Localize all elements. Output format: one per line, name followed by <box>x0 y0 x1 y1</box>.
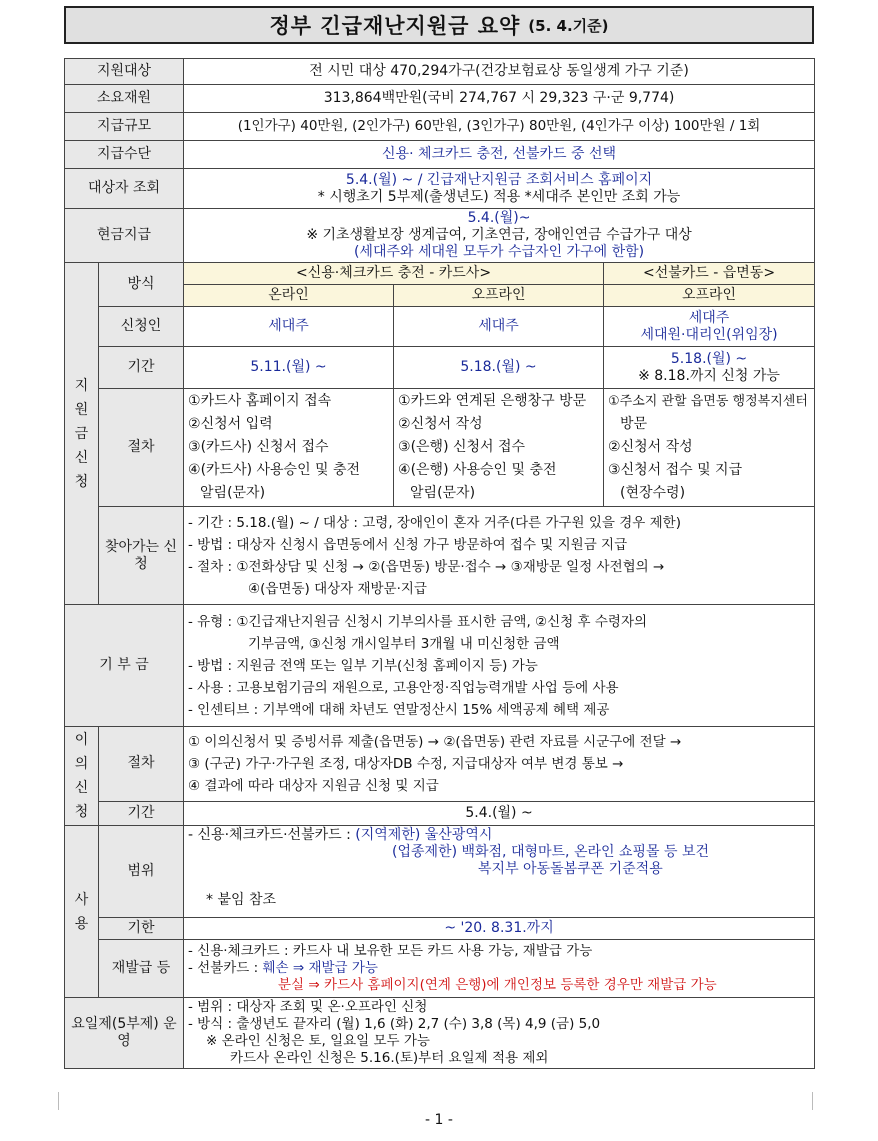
visit-line2: - 방법 : 대상자 신청시 읍면동에서 신청 가구 방문하여 접수 및 지원금 지급 <box>188 536 628 553</box>
label-target: 지원대상 <box>65 59 184 85</box>
page-title <box>64 6 814 44</box>
weekday-content <box>184 998 815 1069</box>
procedure-prepaid <box>604 389 815 507</box>
scope-prefix: - 신용·체크카드·선불카드 : <box>188 827 356 843</box>
objection-proc <box>184 727 815 802</box>
proc-prepaid-5: (현장수령) <box>620 485 686 501</box>
usage-reissue <box>184 940 815 998</box>
period-online: 5.11.(월) ~ <box>184 347 394 389</box>
visit-line1: - 기간 : 5.18.(월) ~ / 대상 : 고령, 장애인이 혼자 거주(다른 가구원 있을 경우 제한) <box>188 514 681 531</box>
row-visit <box>65 507 815 605</box>
applicant-offline: 세대주 <box>394 307 604 347</box>
corner-mark-right <box>812 1092 831 1110</box>
value-cash <box>184 209 815 263</box>
proc-prepaid-2: 방문 <box>620 416 648 432</box>
reissue-line2 <box>188 960 810 977</box>
proc-offline-5: 알림(문자) <box>410 485 476 501</box>
value-scale: (1인가구) 40만원, (2인가구) 60만원, (3인가구) 80만원, (4인가구 이상) 100만원 / 1회 <box>184 113 815 141</box>
row-budget <box>65 85 815 113</box>
donation-line1: - 유형 : ①긴급재난지원금 신청시 기부의사를 표시한 금액, ②신청 후 수령자의 <box>188 613 648 630</box>
applicant-prepaid-l1: 세대주 <box>688 309 730 326</box>
lookup-line2: * 시행초기 5부제(출생년도) 적용 *세대주 본인만 조회 가능 <box>317 188 681 205</box>
lookup-line1: 5.4.(월) ~ / 긴급재난지원금 조회서비스 홈페이지 <box>345 171 653 188</box>
row-applicant <box>65 307 815 347</box>
reissue-lost: 분실 ⇒ 카드사 홈페이지(연계 은행)에 개인정보 등록한 경우만 재발급 가능 <box>278 977 717 993</box>
cash-line1: 5.4.(월)~ <box>467 210 531 226</box>
scope-line1 <box>188 827 810 844</box>
objection-line2: ③ (구군) 가구·가구원 조정, 대상자DB 수정, 지급대상자 여부 변경 통보 → <box>188 755 624 772</box>
value-method: 신용· 체크카드 충전, 선불카드 중 선택 <box>184 141 815 169</box>
row-usage-deadline <box>65 918 815 940</box>
objection-line3: ④ 결과에 따라 대상자 지원금 신청 및 지급 <box>188 777 439 794</box>
period-prepaid-l2: ※ 8.18.까지 신청 가능 <box>638 367 780 384</box>
row-usage-reissue <box>65 940 815 998</box>
summary-table <box>64 58 815 1069</box>
title-date: (5. 4.기준) <box>528 16 609 35</box>
scope-standard: 복지부 아동돌봄쿠폰 기준적용 <box>478 861 663 877</box>
label-usage-reissue: 재발급 등 <box>99 940 184 998</box>
label-usage <box>65 826 99 998</box>
col-offline-prepaid: 오프라인 <box>604 285 815 307</box>
row-cash <box>65 209 815 263</box>
label-lookup: 대상자 조회 <box>65 169 184 209</box>
proc-online-3: ③(카드사) 신청서 접수 <box>188 439 329 455</box>
reissue-line1: - 신용·체크카드 : 카드사 내 보유한 모든 카드 사용 가능, 재발급 가능 <box>188 943 593 959</box>
donation-line3: - 방법 : 지원금 전액 또는 일부 기부(신청 홈페이지 등) 가능 <box>188 657 538 674</box>
label-visit: 찾아가는 신청 <box>99 507 184 605</box>
applicant-prepaid <box>604 307 815 347</box>
label-cash: 현금지급 <box>65 209 184 263</box>
label-apply-group <box>65 263 99 605</box>
card-header: <신용·체크카드 충전 - 카드사> <box>184 263 604 285</box>
value-lookup <box>184 169 815 209</box>
label-method: 지급수단 <box>65 141 184 169</box>
donation-content <box>184 605 815 727</box>
label-applicant: 신청인 <box>99 307 184 347</box>
label-budget: 소요재원 <box>65 85 184 113</box>
usage-deadline: ~ '20. 8.31.까지 <box>184 918 815 940</box>
applicant-online: 세대주 <box>184 307 394 347</box>
period-prepaid <box>604 347 815 389</box>
label-period: 기간 <box>99 347 184 389</box>
label-apply-method: 방식 <box>99 263 184 307</box>
label-objection-proc: 절차 <box>99 727 184 802</box>
cash-line3: (세대주와 세대원 모두가 수급자인 가구에 한함) <box>353 244 645 260</box>
donation-line4: - 사용 : 고용보험기금의 재원으로, 고용안정·직업능력개발 사업 등에 사용 <box>188 679 619 696</box>
row-objection-period <box>65 801 815 825</box>
reissue-damaged: 훼손 ⇒ 재발급 가능 <box>262 960 378 976</box>
proc-offline-1: ①카드와 연계된 은행창구 방문 <box>398 393 587 409</box>
page-number: - 1 - <box>425 1112 453 1128</box>
label-usage-scope: 범위 <box>99 826 184 918</box>
weekday-line1: - 범위 : 대상자 조회 및 온·오프라인 신청 <box>188 999 428 1015</box>
proc-offline-2: ②신청서 작성 <box>398 416 483 432</box>
col-online: 온라인 <box>184 285 394 307</box>
visit-content <box>184 507 815 605</box>
row-scale <box>65 113 815 141</box>
applicant-prepaid-l2: 세대원·대리인(위임장) <box>640 326 778 343</box>
usage-text: 사용 <box>74 891 89 932</box>
row-apply-method-header <box>65 263 815 285</box>
row-method <box>65 141 815 169</box>
row-procedure <box>65 389 815 507</box>
proc-online-4: ④(카드사) 사용승인 및 충전 <box>188 462 361 478</box>
apply-group-text: 지원금 신청 <box>74 377 89 490</box>
row-usage-scope <box>65 826 815 918</box>
label-weekday: 요일제(5부제) 운영 <box>65 998 184 1069</box>
scope-industry: (업종제한) 백화점, 대형마트, 온라인 쇼핑몰 등 보건 <box>392 844 710 860</box>
weekday-line2: - 방식 : 출생년도 끝자리 (월) 1,6 (화) 2,7 (수) 3,8 (목) 4,9 (금) 5,0 <box>188 1016 601 1032</box>
title-main: 정부 긴급재난지원금 요약 <box>269 14 521 38</box>
label-objection <box>65 727 99 826</box>
row-objection-proc <box>65 727 815 802</box>
cash-line2: ※ 기초생활보장 생계급여, 기초연금, 장애인연금 수급가구 대상 <box>306 227 692 243</box>
visit-line4: ④(읍면동) 대상자 재방문·지급 <box>248 580 427 597</box>
objection-text: 이의신청 <box>74 732 89 820</box>
value-target: 전 시민 대상 470,294가구(건강보험료상 동일생계 가구 기준) <box>184 59 815 85</box>
reissue-prepaid-prefix: - 선불카드 : <box>188 960 263 976</box>
proc-online-1: ①카드사 홈페이지 접속 <box>188 393 332 409</box>
procedure-offline <box>394 389 604 507</box>
period-prepaid-l1: 5.18.(월) ~ <box>670 350 748 367</box>
weekday-line4: 카드사 온라인 신청은 5.16.(토)부터 요일제 적용 제외 <box>230 1050 549 1066</box>
label-objection-period: 기간 <box>99 801 184 825</box>
procedure-online <box>184 389 394 507</box>
weekday-line3: ※ 온라인 신청은 토, 일요일 모두 가능 <box>206 1033 430 1049</box>
donation-line5: - 인센티브 : 기부액에 대해 차년도 연말정산시 15% 세액공제 혜택 제공 <box>188 701 610 718</box>
value-budget: 313,864백만원(국비 274,767 시 29,323 구·군 9,774) <box>184 85 815 113</box>
proc-offline-4: ④(은행) 사용승인 및 충전 <box>398 462 557 478</box>
prepaid-header: <선불카드 - 읍면동> <box>604 263 815 285</box>
row-target <box>65 59 815 85</box>
row-lookup <box>65 169 815 209</box>
label-scale: 지급규모 <box>65 113 184 141</box>
proc-offline-3: ③(은행) 신청서 접수 <box>398 439 526 455</box>
objection-period: 5.4.(월) ~ <box>184 801 815 825</box>
proc-prepaid-4: ③신청서 접수 및 지급 <box>608 462 743 478</box>
row-weekday <box>65 998 815 1069</box>
row-donation <box>65 605 815 727</box>
objection-line1: ① 이의신청서 및 증빙서류 제출(읍면동) → ②(읍면동) 관련 자료를 시군구에 전달 → <box>188 733 682 750</box>
proc-prepaid-3: ②신청서 작성 <box>608 439 693 455</box>
usage-scope <box>184 826 815 918</box>
period-offline: 5.18.(월) ~ <box>394 347 604 389</box>
label-procedure: 절차 <box>99 389 184 507</box>
col-offline: 오프라인 <box>394 285 604 307</box>
label-donation: 기 부 금 <box>65 605 184 727</box>
proc-online-2: ②신청서 입력 <box>188 416 273 432</box>
visit-line3: - 절차 : ①전화상담 및 신청 → ②(읍면동) 방문·접수 → ③재방문 일정 사전협의 → <box>188 558 665 575</box>
scope-note: * 붙임 참조 <box>206 892 277 908</box>
row-period <box>65 347 815 389</box>
corner-mark-left <box>40 1092 59 1110</box>
donation-line2: 기부금액, ③신청 개시일부터 3개월 내 미신청한 금액 <box>248 635 560 652</box>
proc-prepaid-1: ①주소지 관할 읍면동 행정복지센터 <box>608 394 808 409</box>
scope-region: (지역제한) 울산광역시 <box>355 827 493 843</box>
label-usage-deadline: 기한 <box>99 918 184 940</box>
proc-online-5: 알림(문자) <box>200 485 266 501</box>
